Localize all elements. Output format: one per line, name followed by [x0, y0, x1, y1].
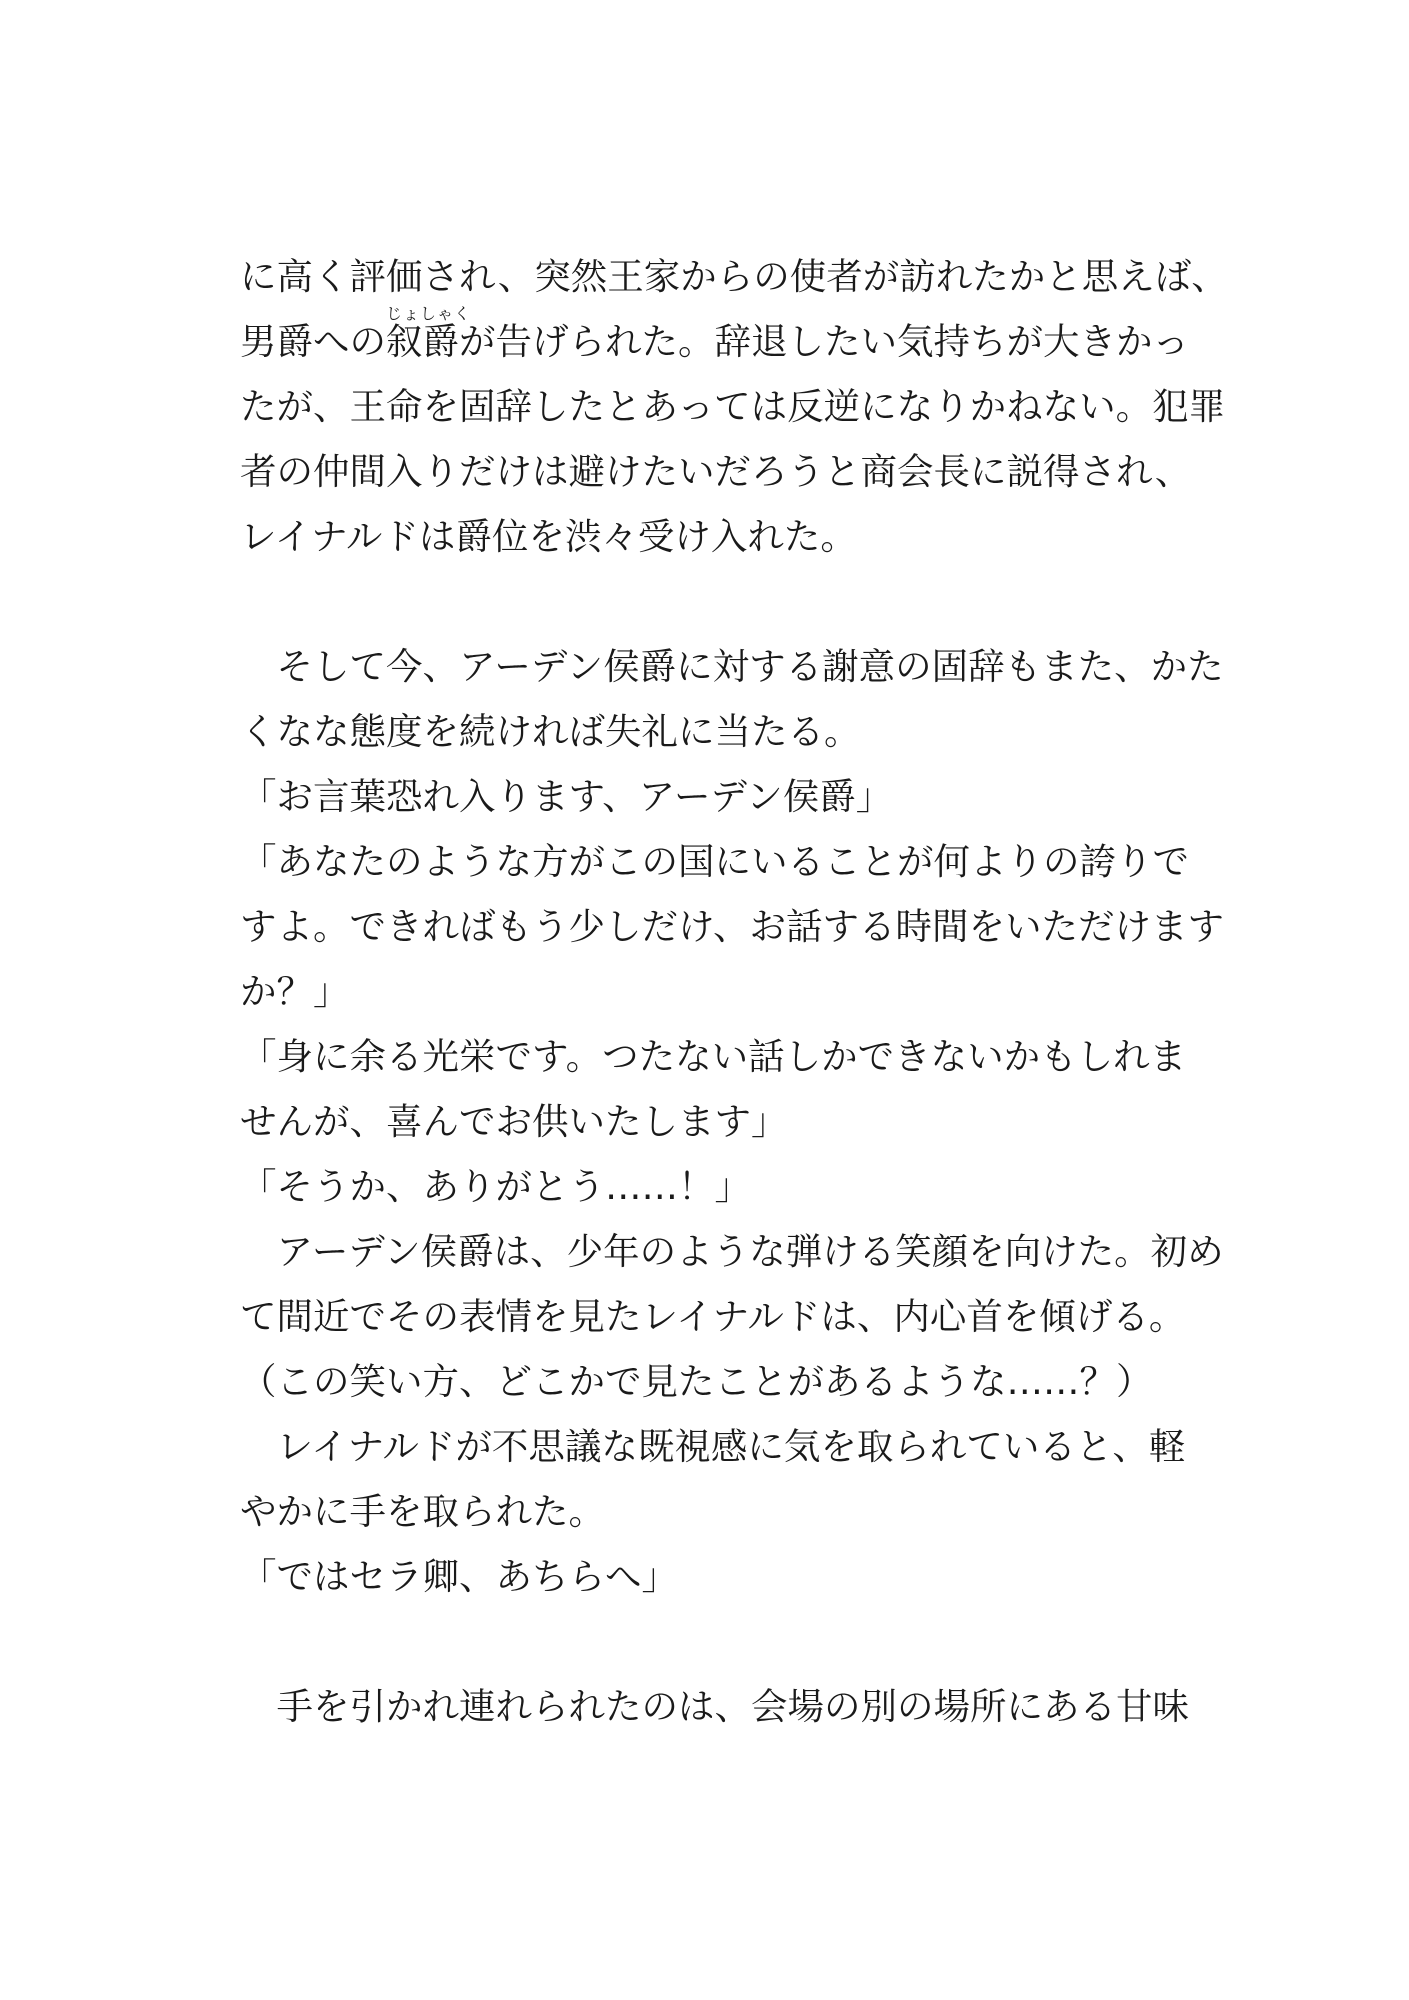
ruby-base: 叙爵: [386, 320, 459, 363]
text-line-6: そして今、アーデン侯爵に対する謝意の固辞もまた、かた: [240, 645, 1224, 688]
text-line-2: [240, 304, 1189, 372]
text-segment: 男爵への: [240, 320, 386, 363]
ruby-annotation: じょしゃく: [386, 304, 472, 323]
text-line-13: せんが、喜んでお供いたします」: [240, 1100, 788, 1143]
text-line-12: 「身に余る光栄です。つたない話しかできないかもしれま: [240, 1035, 1187, 1078]
text-line-16: て間近でその表情を見たレイナルドは、内心首を傾げる。: [240, 1295, 1186, 1338]
text-line-15: アーデン侯爵は、少年のような弾ける笑顔を向けた。初め: [240, 1230, 1224, 1273]
text-line-9: 「あなたのような方がこの国にいることが何よりの誇りで: [240, 840, 1189, 883]
ruby-word: [386, 304, 472, 372]
text-line-11: か？」: [240, 970, 350, 1013]
text-line-1: に高く評価され、突然王家からの使者が訪れたかと思えば、: [240, 255, 1228, 298]
text-line-17: （この笑い方、どこかで見たことがあるような……？）: [240, 1360, 1153, 1403]
text-line-14: 「そうか、ありがとう……！」: [240, 1165, 751, 1208]
text-line-10: すよ。できればもう少しだけ、お話する時間をいただけます: [240, 905, 1225, 948]
text-line-3: たが、王命を固辞したとあっては反逆になりかねない。犯罪: [240, 385, 1226, 428]
text-line-18: レイナルドが不思議な既視感に気を取られていると、軽: [240, 1425, 1186, 1468]
text-line-5: レイナルドは爵位を渋々受け入れた。: [240, 515, 857, 558]
text-line-20: 「ではセラ卿、あちらへ」: [240, 1555, 678, 1598]
text-line-19: やかに手を取られた。: [240, 1490, 605, 1533]
text-segment: が告げられた。辞退したい気持ちが大きかっ: [459, 320, 1189, 363]
text-line-8: 「お言葉恐れ入ります、アーデン侯爵」: [240, 775, 893, 818]
text-line-4: 者の仲間入りだけは避けたいだろうと商会長に説得され、: [240, 450, 1192, 493]
text-line-7: くなな態度を続ければ失礼に当たる。: [240, 710, 861, 753]
text-line-21: 手を引かれ連れられたのは、会場の別の場所にある甘味: [240, 1685, 1189, 1728]
